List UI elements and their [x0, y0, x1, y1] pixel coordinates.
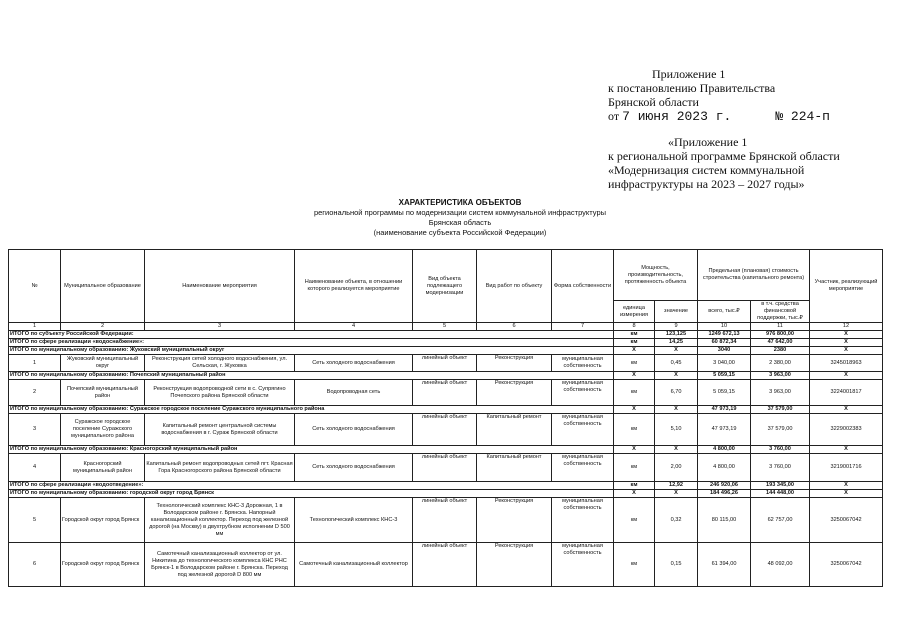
row-participant: 3245018963: [810, 355, 883, 372]
appendix-1-title: Приложение 1: [652, 67, 726, 81]
appendix-1-date-row: [608, 109, 868, 124]
row-work-type: Капитальный ремонт: [477, 414, 552, 446]
total-value: 123,125: [655, 331, 698, 339]
row-object: Самотечный канализационный коллектор: [295, 543, 413, 587]
row-unit: км: [614, 414, 655, 446]
total-participant: X: [810, 446, 883, 454]
row-object: Сеть холодного водоснабжения: [295, 454, 413, 482]
row-ownership: муниципальная собственность: [552, 355, 614, 372]
total-label: ИТОГО по муниципальному образованию: Жуковский муниципальный округ: [9, 347, 614, 355]
row-municipality: Жуковский муниципальный округ: [61, 355, 145, 372]
total-label: ИТОГО по субъекту Российской Федерации:: [9, 331, 614, 339]
total-label: ИТОГО по муниципальному образованию: Красногорский муниципальный район: [9, 446, 614, 454]
row-object-type: линейный объект: [413, 380, 477, 406]
total-row-municipality: [9, 372, 883, 380]
row-participant: 3219001716: [810, 454, 883, 482]
total-unit: X: [614, 446, 655, 454]
total-row-region: [9, 331, 883, 339]
row-participant: 3250067042: [810, 543, 883, 587]
total-cost: 60 872,34: [698, 339, 751, 347]
row-ownership: муниципальная собственность: [552, 454, 614, 482]
row-object-type: линейный объект: [413, 355, 477, 372]
row-support: 48 092,00: [751, 543, 810, 587]
total-value: X: [655, 490, 698, 498]
row-support: 3 760,00: [751, 454, 810, 482]
row-total: 80 115,00: [698, 498, 751, 543]
total-value: X: [655, 446, 698, 454]
objects-table: [8, 249, 883, 587]
table-row: [9, 355, 883, 372]
total-row-water-supply: [9, 339, 883, 347]
appendix-program-title: «Приложение 1: [668, 135, 748, 149]
column-number: 3: [145, 323, 295, 331]
total-value: X: [655, 372, 698, 380]
total-support: 3 760,00: [751, 446, 810, 454]
row-municipality: Городской округ город Брянск: [61, 543, 145, 587]
header-object: Наименование объекта, в отношении которого реализуется мероприятие: [295, 250, 413, 323]
total-unit: X: [614, 347, 655, 355]
header-num: №: [9, 250, 61, 323]
column-number-row: [9, 323, 883, 331]
total-label: ИТОГО по сфере реализации «водоотведение»:: [9, 482, 614, 490]
row-object: Технологический комплекс КНС-3: [295, 498, 413, 543]
total-unit: км: [614, 331, 655, 339]
table-row: [9, 414, 883, 446]
total-row-municipality: [9, 490, 883, 498]
appendix-program-header: [608, 135, 878, 191]
total-participant: X: [810, 331, 883, 339]
row-work-type: Реконструкция: [477, 543, 552, 587]
header-participant: Участник, реализующий мероприятие: [810, 250, 883, 323]
total-row-municipality: [9, 446, 883, 454]
row-support: 62 757,00: [751, 498, 810, 543]
total-row-municipality: [9, 347, 883, 355]
appendix-1-line: к постановлению Правительства: [608, 81, 776, 95]
header-work-type: Вид работ по объекту: [477, 250, 552, 323]
column-number: 11: [751, 323, 810, 331]
row-total: 3 040,00: [698, 355, 751, 372]
column-number: 4: [295, 323, 413, 331]
row-num: 5: [9, 498, 61, 543]
appendix-program-line: инфраструктуры на 2023 – 2027 годы»: [608, 177, 805, 191]
total-participant: X: [810, 347, 883, 355]
row-ownership: муниципальная собственность: [552, 543, 614, 587]
row-work-type: Реконструкция: [477, 355, 552, 372]
header-cost: Предельная (плановая) стоимость строительства (капитального ремонта): [698, 250, 810, 301]
total-support: 976 800,00: [751, 331, 810, 339]
total-label: ИТОГО по муниципальному образованию: Почепский муниципальный район: [9, 372, 614, 380]
total-cost: 47 973,19: [698, 406, 751, 414]
header-total: всего, тыс.₽: [698, 301, 751, 323]
row-unit: км: [614, 454, 655, 482]
row-work-type: Капитальный ремонт: [477, 454, 552, 482]
row-measure: Капитальный ремонт водопроводных сетей пгт. Красная Гора Красногорского района Брянской области: [145, 454, 295, 482]
table-header-row: [9, 250, 883, 301]
row-work-type: Реконструкция: [477, 498, 552, 543]
header-value: значение: [655, 301, 698, 323]
total-value: X: [655, 347, 698, 355]
total-support: 193 345,00: [751, 482, 810, 490]
row-object: Сеть холодного водоснабжения: [295, 355, 413, 372]
total-participant: X: [810, 406, 883, 414]
row-object-type: линейный объект: [413, 454, 477, 482]
row-total: 61 394,00: [698, 543, 751, 587]
document-heading: [280, 198, 640, 238]
row-num: 2: [9, 380, 61, 406]
row-total: 5 059,15: [698, 380, 751, 406]
total-unit: X: [614, 490, 655, 498]
total-unit: км: [614, 482, 655, 490]
row-value: 2,00: [655, 454, 698, 482]
region-name: Брянская область: [428, 218, 492, 227]
row-measure: Технологический комплекс КНС-3 Дорожная, 1 в Володарском районе г. Брянска. Напорный канализационный коллектор. Переход под железной дорогой (на Москву) в двухтрубном исполнении D 500 мм: [145, 498, 295, 543]
header-capacity: Мощность, производительность, протяженность объекта: [614, 250, 698, 301]
row-municipality: Красногорский муниципальный район: [61, 454, 145, 482]
total-label: ИТОГО по муниципальному образованию: городской округ город Брянск: [9, 490, 614, 498]
column-number: 5: [413, 323, 477, 331]
total-support: 37 579,00: [751, 406, 810, 414]
row-measure: Капитальный ремонт центральной системы водоснабжения в г. Сураж Брянской области: [145, 414, 295, 446]
row-object-type: линейный объект: [413, 543, 477, 587]
row-unit: км: [614, 355, 655, 372]
resolution-number: № 224-п: [775, 109, 830, 124]
total-value: 14,25: [655, 339, 698, 347]
table-row: [9, 498, 883, 543]
appendix-1-header: [608, 67, 868, 124]
row-object-type: линейный объект: [413, 414, 477, 446]
row-object: Сеть холодного водоснабжения: [295, 414, 413, 446]
row-unit: км: [614, 543, 655, 587]
column-number: 9: [655, 323, 698, 331]
column-number: 12: [810, 323, 883, 331]
appendix-program-line: «Модернизация систем коммунальной: [608, 163, 805, 177]
column-number: 8: [614, 323, 655, 331]
appendix-1-line: Брянской области: [608, 95, 699, 109]
total-support: 3 963,00: [751, 372, 810, 380]
total-row-drainage: [9, 482, 883, 490]
row-participant: 3250067042: [810, 498, 883, 543]
total-row-municipality: [9, 406, 883, 414]
total-participant: X: [810, 339, 883, 347]
document-subtitle: региональной программы по модернизации систем коммунальной инфраструктуры: [313, 208, 607, 217]
total-support: 2380: [751, 347, 810, 355]
total-support: 144 448,00: [751, 490, 810, 498]
row-support: 37 579,00: [751, 414, 810, 446]
total-value: 12,92: [655, 482, 698, 490]
row-value: 6,70: [655, 380, 698, 406]
row-participant: 3229002383: [810, 414, 883, 446]
table-row: [9, 454, 883, 482]
total-value: X: [655, 406, 698, 414]
document-title: ХАРАКТЕРИСТИКА ОБЪЕКТОВ: [398, 198, 522, 207]
column-number: 2: [61, 323, 145, 331]
header-measure: Наименование мероприятия: [145, 250, 295, 323]
total-cost: 3040: [698, 347, 751, 355]
row-num: 4: [9, 454, 61, 482]
header-unit: единица измерения: [614, 301, 655, 323]
row-object-type: линейный объект: [413, 498, 477, 543]
total-unit: X: [614, 406, 655, 414]
column-number: 6: [477, 323, 552, 331]
row-support: 3 963,00: [751, 380, 810, 406]
total-cost: 1249 672,13: [698, 331, 751, 339]
row-num: 6: [9, 543, 61, 587]
column-number: 7: [552, 323, 614, 331]
row-ownership: муниципальная собственность: [552, 380, 614, 406]
total-cost: 5 059,15: [698, 372, 751, 380]
row-participant: 3224001817: [810, 380, 883, 406]
total-label: ИТОГО по сфере реализации «водоснабжение»:: [9, 339, 614, 347]
row-unit: км: [614, 498, 655, 543]
row-support: 2 380,00: [751, 355, 810, 372]
row-value: 0,45: [655, 355, 698, 372]
row-work-type: Реконструкция: [477, 380, 552, 406]
total-unit: км: [614, 339, 655, 347]
row-municipality: Суражское городское поселение Суражского муниципального района: [61, 414, 145, 446]
row-municipality: Почепский муниципальный район: [61, 380, 145, 406]
total-participant: X: [810, 490, 883, 498]
total-cost: 246 920,06: [698, 482, 751, 490]
total-unit: X: [614, 372, 655, 380]
total-participant: X: [810, 482, 883, 490]
row-object: Водопроводная сеть: [295, 380, 413, 406]
row-measure: Самотечный канализационный коллектор от ул. Никитина до технологического комплекса КНС РНС Брянск-1 в Володарском районе г. Брянска. Переход под железной дорогой D 800 мм: [145, 543, 295, 587]
row-total: 47 973,19: [698, 414, 751, 446]
total-cost: 184 496,26: [698, 490, 751, 498]
row-measure: Реконструкция сетей холодного водоснабжения, ул. Сельская, г. Жуковка: [145, 355, 295, 372]
row-measure: Реконструкция водопроводной сети в с. Супрягино Почепского района Брянской области: [145, 380, 295, 406]
row-ownership: муниципальная собственность: [552, 414, 614, 446]
region-caption: (наименование субъекта Российской Федерации): [373, 228, 547, 237]
column-number: 10: [698, 323, 751, 331]
row-value: 5,10: [655, 414, 698, 446]
total-label: ИТОГО по муниципальному образованию: Суражское городское поселение Суражского муниципального района: [9, 406, 614, 414]
row-total: 4 800,00: [698, 454, 751, 482]
row-value: 0,32: [655, 498, 698, 543]
header-object-type: Вид объекта подлежащего модернизации: [413, 250, 477, 323]
appendix-program-line: к региональной программе Брянской области: [608, 149, 840, 163]
total-cost: 4 800,00: [698, 446, 751, 454]
resolution-date: 7 июня 2023 г.: [622, 109, 732, 124]
row-num: 1: [9, 355, 61, 372]
total-participant: X: [810, 372, 883, 380]
header-support: в т.ч. средства финансовой поддержки, тыс.₽: [751, 301, 810, 323]
row-ownership: муниципальная собственность: [552, 498, 614, 543]
date-prefix: от: [608, 109, 620, 123]
total-support: 47 642,00: [751, 339, 810, 347]
row-num: 3: [9, 414, 61, 446]
header-municipality: Муниципальное образование: [61, 250, 145, 323]
row-municipality: Городской округ город Брянск: [61, 498, 145, 543]
header-ownership: Форма собственности: [552, 250, 614, 323]
table-row: [9, 380, 883, 406]
table-row: [9, 543, 883, 587]
row-unit: км: [614, 380, 655, 406]
row-value: 0,15: [655, 543, 698, 587]
column-number: 1: [9, 323, 61, 331]
